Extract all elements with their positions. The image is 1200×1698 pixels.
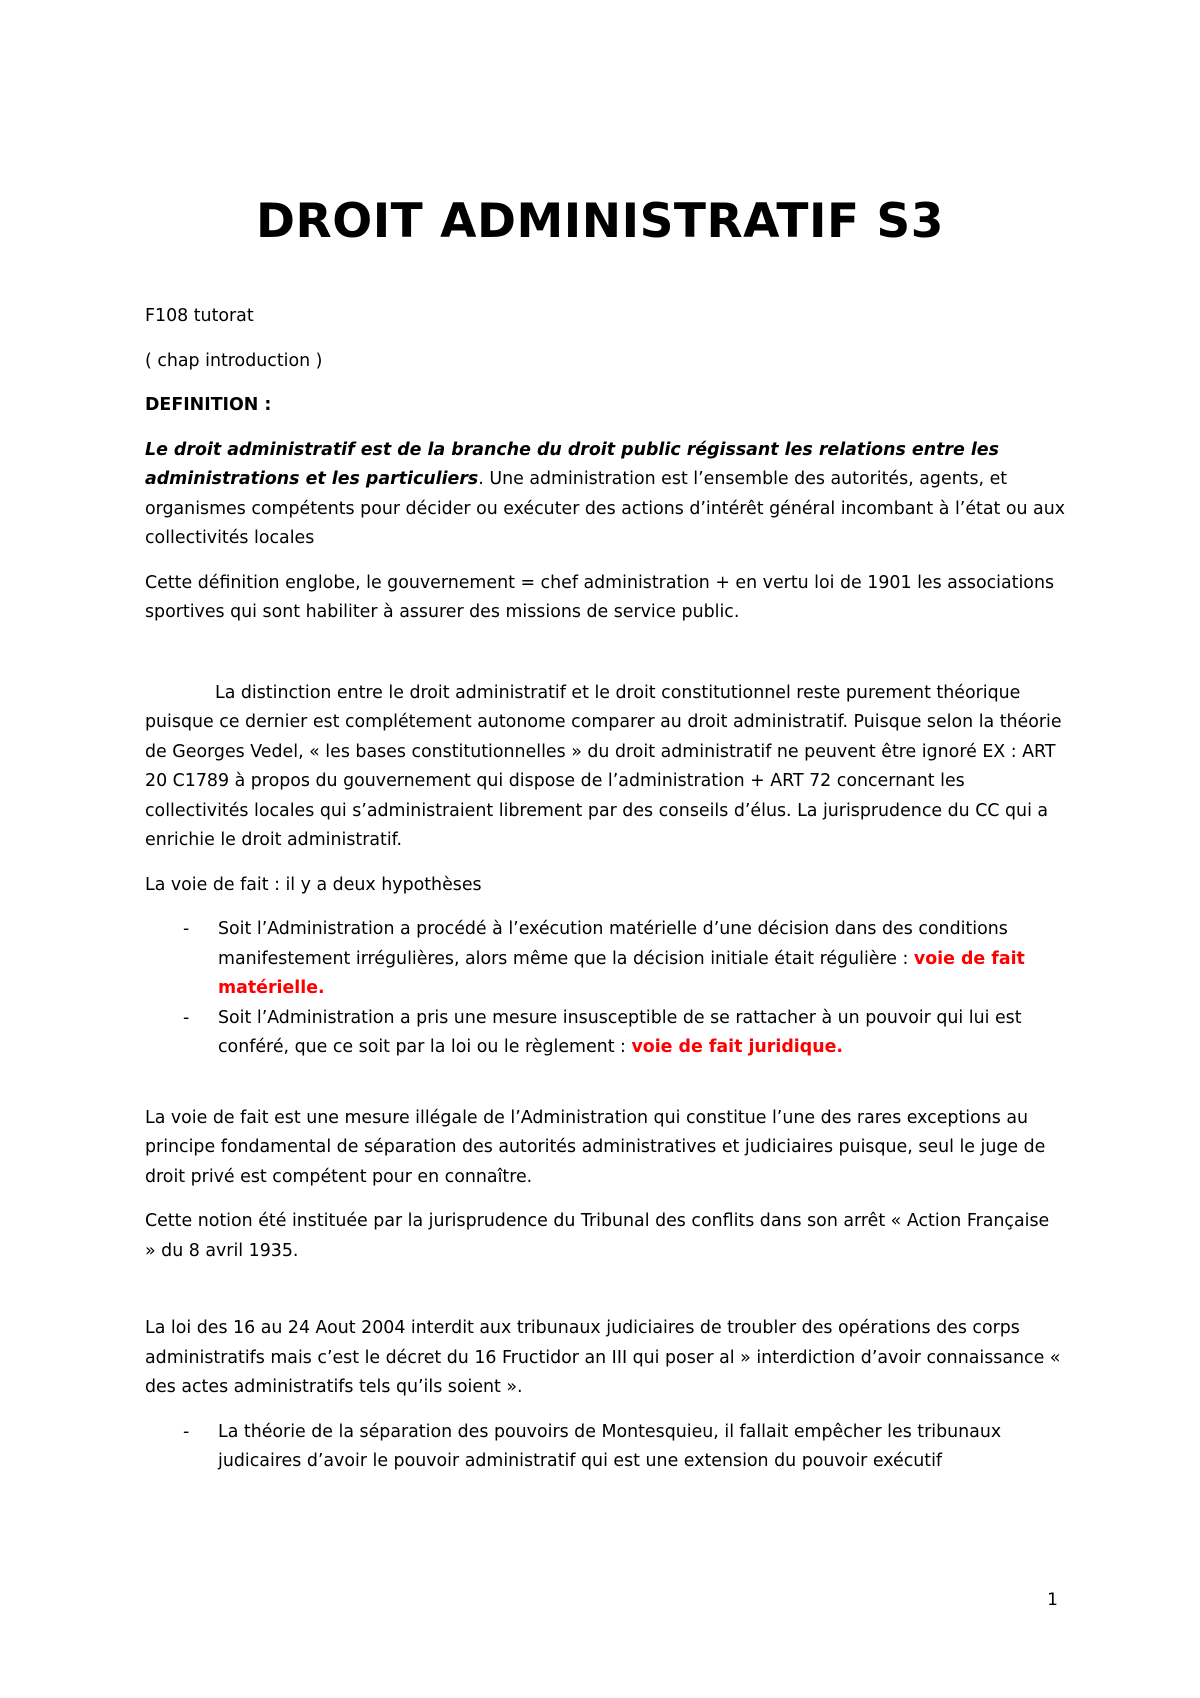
notion-paragraph: Cette notion été instituée par la jurisprudence du Tribunal des conflits dans son arrêt « Action Française » du 8 avril 1935. [145,1211,1050,1261]
document-title: DROIT ADMINISTRATIF S3 [256,194,944,249]
loi-paragraph: La loi des 16 au 24 Aout 2004 interdit aux tribunaux judiciaires de troubler des opérations des corps administratifs mais c’est le décret du 16 Fructidor an III qui poser al » interdiction d’avoir connaissance « des actes administratifs tels qu’ils soient ». [145,1318,1061,1397]
voie-de-fait-list [145,915,1065,1063]
highlight-red: voie de fait juridique. [631,1037,843,1057]
englobe-paragraph: Cette définition englobe, le gouvernement = chef administration + en vertu loi de 1901 les associations sportives qui sont habiliter à assurer des missions de service public. [145,572,1055,622]
voie-de-fait-intro: La voie de fait : il y a deux hypothèses [145,874,482,895]
course-code-line: F108 tutorat [145,306,254,326]
dash-bullet: - [183,1421,190,1442]
list-item-text: Soit l’Administration a procédé à l’exécution matérielle d’une décision dans des conditions manifestement irrégulières, alors même que la décision initiale était régulière : [218,919,1008,969]
theorie-list [145,1418,1065,1477]
highlight-red: voie de fait matérielle. [218,948,1025,998]
dash-bullet: - [183,1007,190,1028]
distinction-paragraph: La distinction entre le droit administratif et le droit constitutionnel reste purement théorique puisque ce dernier est complétement autonome comparer au droit administratif. Puisque selon la théorie de Georges Vedel, « les bases constitutionnelles » du droit administratif ne peuvent être ignoré EX : ART 20 C1789 à propos du gouvernement qui dispose de l’administration + ART 72 concernant les collectivités locales qui s’administraient librement par des conseils d’élus. La jurisprudence du CC qui a enrichie le droit administratif. [145,682,1062,850]
dash-bullet: - [183,919,190,939]
definition-rest: . Une administration est l’ensemble des autorités, agents, et organismes compétents pour décider ou exécuter des actions d’intérêt général incombant à l’état ou aux collectivités locales [145,469,1066,548]
list-item-text: Soit l’Administration a pris une mesure insusceptible de se rattacher à un pouvoir qui lui est conféré, que ce soit par la loi ou le règlement : [218,1007,1022,1057]
page-number: 1 [1047,1590,1058,1610]
list-item [145,915,1065,1004]
spacer [145,643,1065,679]
list-item-text: La théorie de la séparation des pouvoirs de Montesquieu, il fallait empêcher les tribunaux judicaires d’avoir le pouvoir administratif qui est une extension du pouvoir exécutif [218,1421,1002,1471]
definition-bold-italic: Le droit administratif est de la branche du droit public régissant les relations entre les administrations et les particuliers [145,439,999,489]
definition-heading: DEFINITION : [145,395,272,415]
chapter-line: ( chap introduction ) [145,350,323,371]
list-item [145,1004,1065,1063]
spacer [145,1078,1065,1104]
list-item [145,1418,1065,1477]
voie-de-fait-definition: La voie de fait est une mesure illégale de l’Administration qui constitue l’une des rares exceptions au principe fondamental de séparation des autorités administratives et judiciaires puisque, seul le juge de droit privé est compétent pour en connaître. [145,1107,1046,1187]
document-body [145,302,1065,1492]
definition-paragraph [145,436,1065,554]
spacer [145,1281,1065,1314]
